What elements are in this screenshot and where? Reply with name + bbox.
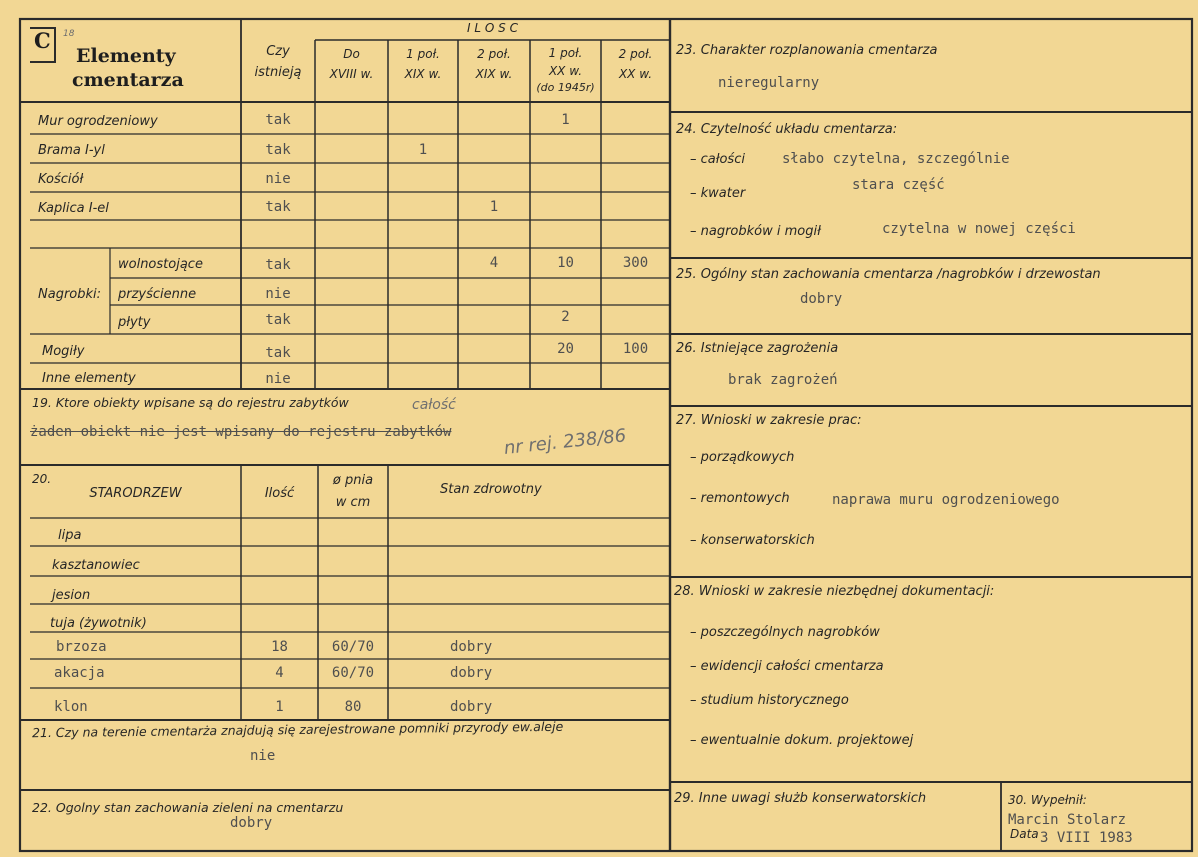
exists-header-1: Czy xyxy=(266,44,290,59)
element-label: wolnostojące xyxy=(118,257,203,272)
element-qty: 2 xyxy=(561,309,570,325)
element-label: Inne elementy xyxy=(42,371,136,386)
q24-graves-answer: czytelna w nowej części xyxy=(882,221,1076,237)
q21-label: 21. Czy na terenie cmentarża znajdują się zarejestrowane pomniki przyrody ew.aleje xyxy=(31,718,564,741)
element-exists: nie xyxy=(265,286,291,302)
tree-qty: 1 xyxy=(275,699,284,715)
q19-handwritten-all: całość xyxy=(412,397,456,413)
element-exists: tak xyxy=(265,257,291,273)
q28-item: – ewidencji całości cmentarza xyxy=(690,659,884,674)
element-label: Brama I-yl xyxy=(38,143,105,158)
q27-conservation: – konserwatorskich xyxy=(690,533,815,548)
period-1-line-2: XVIII w. xyxy=(329,67,374,81)
q19-struck-answer: żaden obiekt nie jest wpisany do rejestru zabytków xyxy=(30,424,452,440)
period-1-line-1: Do xyxy=(343,47,360,61)
q27-repairs: – remontowych xyxy=(690,491,790,506)
tree-qty: 18 xyxy=(271,639,288,655)
q28-label: 28. Wnioski w zakresie niezbędnej dokumentacji: xyxy=(674,584,995,599)
period-2-line-2: XIX w. xyxy=(404,67,442,81)
q20-qty-header: Ilość xyxy=(264,486,295,501)
q24-whole-answer-1: słabo czytelna, szczególnie xyxy=(782,151,1010,167)
element-label: Kościół xyxy=(38,172,84,187)
exists-header-2: istnieją xyxy=(254,65,302,80)
q20-state-header: Stan zdrowotny xyxy=(440,482,542,497)
element-label: przyścienne xyxy=(118,287,197,302)
period-2-line-1: 1 poł. xyxy=(406,47,440,61)
q22-label: 22. Ogolny stan zachowania zieleni na cmentarzu xyxy=(32,800,344,815)
gravestones-label: Nagrobki: xyxy=(38,287,102,302)
element-qty: 300 xyxy=(622,255,649,271)
element-exists: nie xyxy=(265,171,291,187)
period-4-line-3: (do 1945r) xyxy=(536,81,595,94)
tree-name: klon xyxy=(54,699,88,715)
q24-whole-answer-2: stara część xyxy=(852,177,945,193)
tree-name: brzoza xyxy=(56,639,107,655)
q25-label: 25. Ogólny stan zachowania cmentarza /nagrobków i drzewostan xyxy=(676,267,1101,282)
q28-item: – poszczególnych nagrobków xyxy=(690,625,880,640)
q29-label: 29. Inne uwagi służb konserwatorskich xyxy=(674,791,927,806)
element-label: płyty xyxy=(118,315,151,330)
tree-name: kasztanowiec xyxy=(52,558,140,573)
q20-number: 20. xyxy=(32,472,52,486)
q20-trees-header: STARODRZEW xyxy=(89,486,182,501)
tree-name: jesion xyxy=(52,588,91,603)
period-5-line-1: 2 poł. xyxy=(618,47,653,61)
q22-answer: dobry xyxy=(230,815,273,831)
q24-label: 24. Czytelność układu cmentarza: xyxy=(676,122,898,137)
title-line-2: cmentarza xyxy=(72,69,184,91)
element-exists: tak xyxy=(265,345,291,361)
q21-answer: nie xyxy=(250,748,276,764)
element-exists: tak xyxy=(265,142,291,158)
element-qty: 1 xyxy=(418,142,428,158)
q30-label: 30. Wypełnił: xyxy=(1008,793,1087,807)
q30-name: Marcin Stolarz xyxy=(1008,812,1127,828)
tree-diameter: 60/70 xyxy=(331,639,375,655)
tree-diameter: 60/70 xyxy=(331,665,375,681)
title-line-1: Elementy xyxy=(76,45,176,67)
q26-label: 26. Istniejące zagrożenia xyxy=(676,341,839,356)
element-qty: 20 xyxy=(557,341,574,357)
element-qty: 1 xyxy=(489,199,499,215)
q23-answer: nieregularny xyxy=(718,75,820,91)
element-exists: tak xyxy=(265,312,291,328)
tree-name: lipa xyxy=(58,528,82,543)
tree-name: akacja xyxy=(54,665,105,681)
element-label: Kaplica I-el xyxy=(38,201,109,216)
element-exists: tak xyxy=(265,112,291,128)
q23-label: 23. Charakter rozplanowania cmentarza xyxy=(676,43,938,58)
element-label: Mur ogrodzeniowy xyxy=(38,114,158,129)
element-exists: nie xyxy=(265,371,291,387)
period-4-line-2: XX w. xyxy=(548,64,583,78)
element-qty: 4 xyxy=(489,255,499,271)
tree-qty: 4 xyxy=(275,665,284,681)
q24-whole: – całości xyxy=(690,152,745,167)
element-label: Mogiły xyxy=(42,344,85,359)
q20-diam-header-1: ø pnia xyxy=(332,473,374,488)
q19-register-number: nr rej. 238/86 xyxy=(502,425,628,459)
q28-item: – studium historycznego xyxy=(690,693,849,708)
q20-diam-header-2: w cm xyxy=(335,495,371,510)
element-qty: 10 xyxy=(557,255,574,271)
tree-diameter: 80 xyxy=(344,699,362,715)
q25-answer: dobry xyxy=(800,291,843,307)
period-5-line-2: XX w. xyxy=(618,67,653,81)
q24-graves: – nagrobków i mogił xyxy=(690,224,821,239)
tree-name: tuja (żywotnik) xyxy=(50,616,147,631)
element-exists: tak xyxy=(265,199,291,215)
q26-answer: brak zagrożeń xyxy=(728,372,838,388)
q30-date-label: Data xyxy=(1010,827,1039,841)
section-badge: C xyxy=(34,28,51,53)
q27-cleanup: – porządkowych xyxy=(690,450,795,465)
q27-repairs-answer: naprawa muru ogrodzeniowego xyxy=(832,492,1060,508)
q28-item: – ewentualnie dokum. projektowej xyxy=(690,733,914,748)
q19-label: 19. Ktore obiekty wpisane są do rejestru zabytków xyxy=(32,395,349,410)
q27-label: 27. Wnioski w zakresie prac: xyxy=(676,413,862,428)
q30-date: 3 VIII 1983 xyxy=(1040,830,1133,846)
q24-quarters: – kwater xyxy=(690,186,746,201)
period-4-line-1: 1 poł. xyxy=(548,46,583,60)
quantity-header: I L O S C xyxy=(467,21,518,35)
element-qty: 1 xyxy=(561,112,570,128)
period-3-line-1: 2 poł. xyxy=(477,47,511,61)
element-qty: 100 xyxy=(622,341,649,357)
period-3-line-2: XIX w. xyxy=(475,67,513,81)
tree-state: dobry xyxy=(450,665,493,681)
section-badge-number: 18 xyxy=(63,29,75,39)
tree-state: dobry xyxy=(450,699,493,715)
tree-state: dobry xyxy=(450,639,493,655)
